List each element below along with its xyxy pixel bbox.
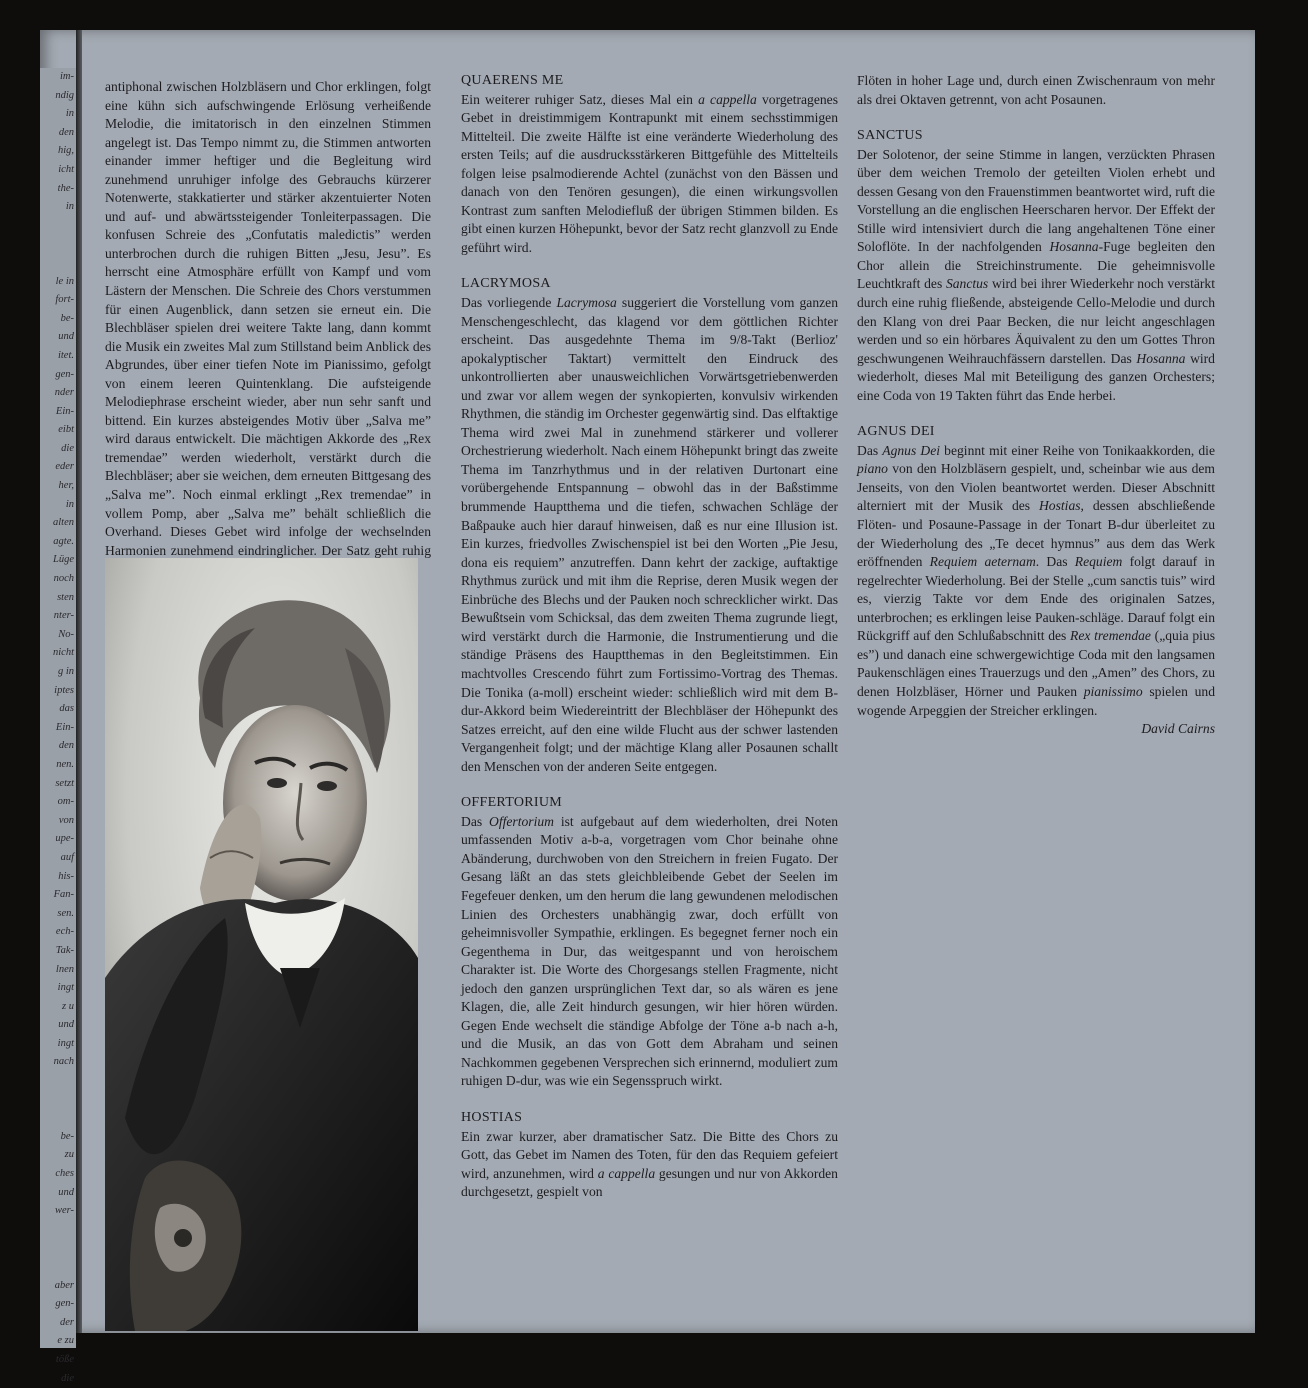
left-page-fragment: z u	[62, 1000, 74, 1012]
left-page-fragment: e zu	[57, 1335, 74, 1347]
left-page-fragment: No-	[58, 628, 74, 640]
booklet-page	[40, 30, 1255, 1384]
left-page-fragment: zu	[64, 1149, 74, 1161]
binding-gutter	[76, 30, 82, 1333]
column-3	[857, 72, 1215, 739]
left-page-fragment: om-	[57, 796, 74, 808]
left-page-fragment: upe-	[55, 833, 74, 845]
left-page-fragment	[40, 1239, 76, 1258]
left-page-fragment: Ein-	[55, 405, 74, 417]
heading-lacrymosa: LACRYMOSA	[461, 276, 551, 292]
left-page-fragment: hig,	[57, 145, 74, 157]
left-page-fragment: und	[58, 331, 74, 343]
left-page-fragment: und	[58, 1186, 74, 1198]
left-page-fragment: her,	[58, 480, 74, 492]
left-page-fragment	[40, 1258, 76, 1277]
left-page-fragment	[40, 1109, 76, 1128]
left-page-fragment: le in	[55, 275, 74, 287]
left-page-fragment	[40, 1091, 76, 1110]
left-page-fragment	[40, 1072, 76, 1091]
left-page-fragment: das	[59, 703, 74, 715]
left-page-fragment: alten	[53, 517, 74, 529]
left-page-fragment: den	[58, 740, 74, 752]
left-page-fragment	[40, 235, 76, 254]
lacrymosa-text: Das vorliegende Lacrymosa suggeriert die Vorstellung vom ganzen Menschengeschlecht, das klagend vor dem göttlichen Richter erscheint. Das ausgedehnte Thema im 9/8-Takt (Berlioz' apokalyptischer Taktart) vermittelt den Eindruck des unkontrollierten aber unausweichlichen Vorwärtsgetriebenwerden und zwar vor allem wegen der synkopierten, konvulsiv wirkenden Rhythmen, die ständig im Orchester gegenwärtig sind. Das elftaktige Thema wird zwei Mal in zunehmend stärkerer und vollerer Orchestrierung wiederholt. Nach einem Höhepunkt bringt das zweite Thema im Tanzrhythmus und in der relativen Durtonart eine vorübergehende Entspannung – obwohl das in der Baßstimme brummende Hauptthema und die tiefen, schwachen Schläge der Baßpauke auch hier darauf hinweisen, daß es nur eine Illusion ist. Ein kurzes, friedvolles Zwischenspiel ist bei den Worten „Pie Jesu, dona eis requiem” anzutreffen. Dann kehrt der zackige, auftaktige Rhythmus zurück und mit ihm die Reprise, deren Musik wegen der Einbrüche des Blechs und der Pauken noch schrecklicher wirkt. Das Bewußtsein vom Schicksal, das dem zweiten Thema zugrunde liegt, wird verstärkt durch die Harmonie, die Instrumentierung und die ständige Präsens des Hauptthemas in den Begleitstimmen. Ein machtvolles Crescendo führt zum Fortissimo-Vortrag des Themas. Die Tonika (a-moll) erscheint wieder: schließlich wird mit dem B-dur-Akkord beim Wiedereintritt der Blechbläser der Höhepunkt des Satzes erreicht, auf den eine wilde Flucht aus der schwer lastenden Vergangenheit folgt; und der mächtige Klang aller Posaunen schallt den Menschen von der anderen Seite entgegen.	[461, 295, 838, 774]
left-page-fragment: die	[61, 442, 74, 454]
heading-offertorium: OFFERTORIUM	[461, 795, 562, 811]
left-page-fragment: der	[60, 1316, 74, 1328]
left-page-fragment: icht	[58, 163, 74, 175]
left-page-fragment: ches	[55, 1168, 74, 1180]
column-2	[461, 72, 838, 1202]
hostias-continuation: Flöten in hoher Lage und, durch einen Zwischenraum von mehr als drei Oktaven getrennt, von acht Posaunen.	[857, 73, 1215, 107]
left-page-fragment: nter-	[53, 610, 74, 622]
dies-irae-continuation: antiphonal zwischen Holzbläsern und Chor erklingen, folgt eine kühn sich aufschwingende Erlösung verheißende Melodie, die imitatorisch in den einzelnen Stimmen angelegt ist. Das Tempo nimmt zu, die Stimmen antworten einander immer heftiger und die Begleitung wird zunehmend unruhiger infolge des Gebrauchs kürzerer Notenwerte, stakkatierter und stärker akzentuierter Noten und auf- und abwärtssteigender Tonleiterpassagen. Die konfusen Schreie des „Confutatis maledictis” werden unterbrochen durch die ruhigen Bitten „Jesu, Jesu”. Es herrscht eine Atmosphäre erfüllt von Kampf und vom Lästern der Menschen. Die Schreie des Chors verstummen für einen Augenblick, dann setzen sie erneut ein. Die Blechbläser spielen drei weitere Takte lang, dann kommt die Musik ein zweites Mal zum Stillstand beim Anblick des Abgrundes, über einer tiefen Note im Pianissimo, gefolgt von einem leeren Quintenklang. Die aufsteigende Melodiephrase erscheint wieder, aber nun sehr sanft und bittend. Ein kurzes absteigendes Motiv über „Salva me” wird daraus entwickelt. Die mächtigen Akkorde des „Rex tremendae” werden wiederholt, verstärkt durch die Blechbläser; aber sie weichen, dem erneuten Bittgesang des „Salva me”. Noch einmal erklingt „Rex tremendae” in vollem Pomp, aber „Salva me” behält schließlich die Overhand. Dieses Gebet wird infolge der wechselnden Harmonien zunehmend eindringlicher. Der Satz geht ruhig	[105, 79, 431, 558]
left-page-fragment	[40, 254, 76, 273]
left-page-fragment: sen.	[57, 907, 74, 919]
left-page-fragment: Tak-	[55, 944, 74, 956]
left-page-fragment: g in	[57, 666, 74, 677]
left-page-fragment: setzt	[55, 777, 74, 789]
left-page-fragment	[40, 1221, 76, 1240]
left-page-fragment	[40, 217, 76, 236]
left-page-fragment: in	[65, 498, 74, 510]
left-page-fragment: eibt	[58, 424, 74, 436]
left-page-fragment: his-	[58, 870, 74, 882]
left-page-fragment: den	[58, 126, 74, 138]
left-page-fragment: Fan-	[53, 889, 74, 901]
left-page-fragment: nen.	[56, 758, 74, 770]
offertorium-text: Das Offertorium ist aufgebaut auf dem wiederholten, drei Noten umfassenden Motiv a-b-a, vorgetragen vom Chor beinahe ohne Abänderung, durchwoben von den Streichern in freien Fugato. Der Gesang läßt an das stets gleichbleibende Gebet der Seelen im Fegefeuer denken, um den herum die lang gewundenen melodischen Linien des Orchesters unabhängig zwar, doch erfüllt von geheimnisvoller Sympathie, erklingen. Es begegnet ferner noch ein Gegenthema in Dur, das weitgespannt und von heroischem Charakter ist. Die Worte des Chorgesangs stellen Fragmente, nicht jedoch den ganzen ursprünglichen Text dar, so als wären es jene Klagen, die, alle Zeit hindurch gesungen, wir hier hören würden. Gegen Ende wechselt die ständige Abfolge der Töne a-b nach a-h, und die Musik, an das von Gott dem Abraham und seinen Nachkommen gegebenen Versprechen sich erinnernd, moduliert zum ruhigen D-dur, was wie ein Segensspruch wirkt.	[461, 813, 838, 1089]
heading-hostias: HOSTIAS	[461, 1109, 523, 1125]
left-page-fragment: in	[65, 201, 74, 213]
left-page-fragment: nicht	[53, 647, 74, 659]
left-page-fragment: töße	[55, 1353, 74, 1365]
left-page-fragment: gen-	[55, 1298, 74, 1310]
left-page-fragment: Lüge	[53, 554, 74, 566]
left-page-fragment: und	[58, 1019, 74, 1031]
left-page-fragment: ndig	[55, 89, 74, 101]
left-page-fragment: nder	[54, 387, 74, 399]
left-page-fragment: itet.	[57, 349, 74, 361]
left-page-fragment: gen-	[55, 368, 74, 380]
left-page-fragment: fort-	[55, 294, 74, 306]
agnus-dei-text: Das Agnus Dei beginnt mit einer Reihe von Tonikaakkorden, die piano von den Holzbläsern gespielt, und, scheinbar wie aus dem Jenseits, von den Violen beantwortet werden. Dieser Abschnitt alterniert mit der Musik des Hostias, dessen abschließende Flöten- und Posaune-Passage in der Tonart B-dur überleitet zu der Wiederholung des „Te decet hymnus” aus dem das Werk eröffnenden Requiem aeternam. Das Requiem folgt darauf in regelrechter Wiederholung. Bei der Stelle „cum sanctis tuis” wird es, vierzig Takte vor dem Ende des originalen Satzes, unterbrochen; es erklingen leise Pauken-schläge. Darauf folgt ein Rückgriff auf den Schlußabschnitt des Rex tremendae („quia pius es”) und danach eine schwergewichtige Coda mit den langsamen Paukenschlägen eines Trauerzugs und den „Amen” des Chors, zu denen Holzbläser, Hörner und Pauken pianissimo spielen und wogende Arpeggien der Streicher erklingen.	[857, 442, 1216, 718]
left-page-fragment: in	[65, 108, 74, 120]
heading-sanctus: SANCTUS	[857, 128, 923, 144]
left-page-fragment: eder	[55, 461, 74, 473]
left-page-fragment: ingt	[57, 982, 74, 994]
left-page-fragment: be-	[60, 312, 74, 324]
left-page-fragment: auf	[60, 851, 74, 863]
left-page-fragment: ingt	[57, 1037, 74, 1049]
heading-agnus-dei: AGNUS DEI	[857, 424, 935, 440]
left-page-fragment: the-	[57, 182, 74, 194]
left-page-fragment: aber	[54, 1279, 74, 1291]
left-page-edge	[40, 68, 76, 1384]
left-page-fragment: im-	[60, 71, 74, 82]
left-page-fragment: lnen	[55, 963, 74, 975]
left-page-fragment: nach	[53, 1056, 74, 1068]
author-signature: David Cairns	[1141, 721, 1215, 737]
left-page-fragment: ech-	[55, 926, 74, 938]
left-page-fragment: sten	[57, 591, 74, 603]
left-page-fragment: iptes	[54, 684, 74, 696]
sanctus-text: Der Solotenor, der seine Stimme in langen, verzückten Phrasen über dem weichen Tremolo der geteilten Violen erhebt und dessen Gesang von den Frauenstimmen beantwortet wird, ruft die Vorstellung an die englischen Heerscharen hervor. Der Effekt der Stille wird intensiviert durch die lang angehaltenen Töne einer Soloflöte. In der nachfolgenden Hosanna-Fuge begleiten den Chor allein die Streichinstrumente. Die geheimnisvolle Leuchtkraft des Sanctus wird bei ihrer Wiederkehr noch verstärkt durch eine ruhig fließende, absteigende Cello-Melodie und durch den Klang von drei Paar Becken, die nur leicht angeschlagen werden und so ein hörbares Äquivalent zu den um Gottes Thron geschwungenen Weihrauchfässern darstellen. Das Hosanna wird wiederholt, dieses Mal mit Beteiligung des ganzen Orchesters; eine Coda von 19 Takten führt das Ende herbei.	[857, 146, 1215, 403]
hostias-text: Ein zwar kurzer, aber dramatischer Satz. Die Bitte des Chors zu Gott, das Gebet im Namen des Toten, für den das Requiem gefeiert wird, anzunehmen, wird a cappella gesungen und nur von Akkorden durchgesetzt, gespielt von	[461, 1128, 838, 1200]
left-page-fragment: Ein-	[55, 721, 74, 733]
left-page-fragment: agte.	[53, 535, 74, 547]
left-page-fragment: be-	[60, 1130, 74, 1142]
quaerens-me-text: Ein weiterer ruhiger Satz, dieses Mal ein a cappella vorgetragenes Gebet in dreistimmigem Kontrapunkt mit einem sechsstimmigen Mittelteil. Die zweite Hälfte ist eine veränderte Wiederholung des ersten Teils; auf die ausdrucksstärkeren Bittgefühle des Mittelteils folgen leise psalmodierende Achtel (zunächst von den Bässen und danach von den Tenören gesungen), die einen wirkungsvollen Kontrast zum sanften Melodiefluß der übrigen Stimmen bilden. Es gibt einen kurzen Höhepunkt, bevor der Satz recht glanzvoll zu Ende geführt wird.	[461, 91, 838, 255]
heading-quaerens-me: QUAERENS ME	[461, 73, 564, 88]
left-page-fragment: noch	[53, 573, 74, 585]
left-page-fragment: wer-	[54, 1205, 74, 1217]
column-1	[105, 78, 431, 579]
berlioz-portrait-photo	[105, 558, 418, 1331]
left-page-fragment: von	[58, 814, 74, 826]
left-page-fragment: die	[61, 1372, 74, 1384]
